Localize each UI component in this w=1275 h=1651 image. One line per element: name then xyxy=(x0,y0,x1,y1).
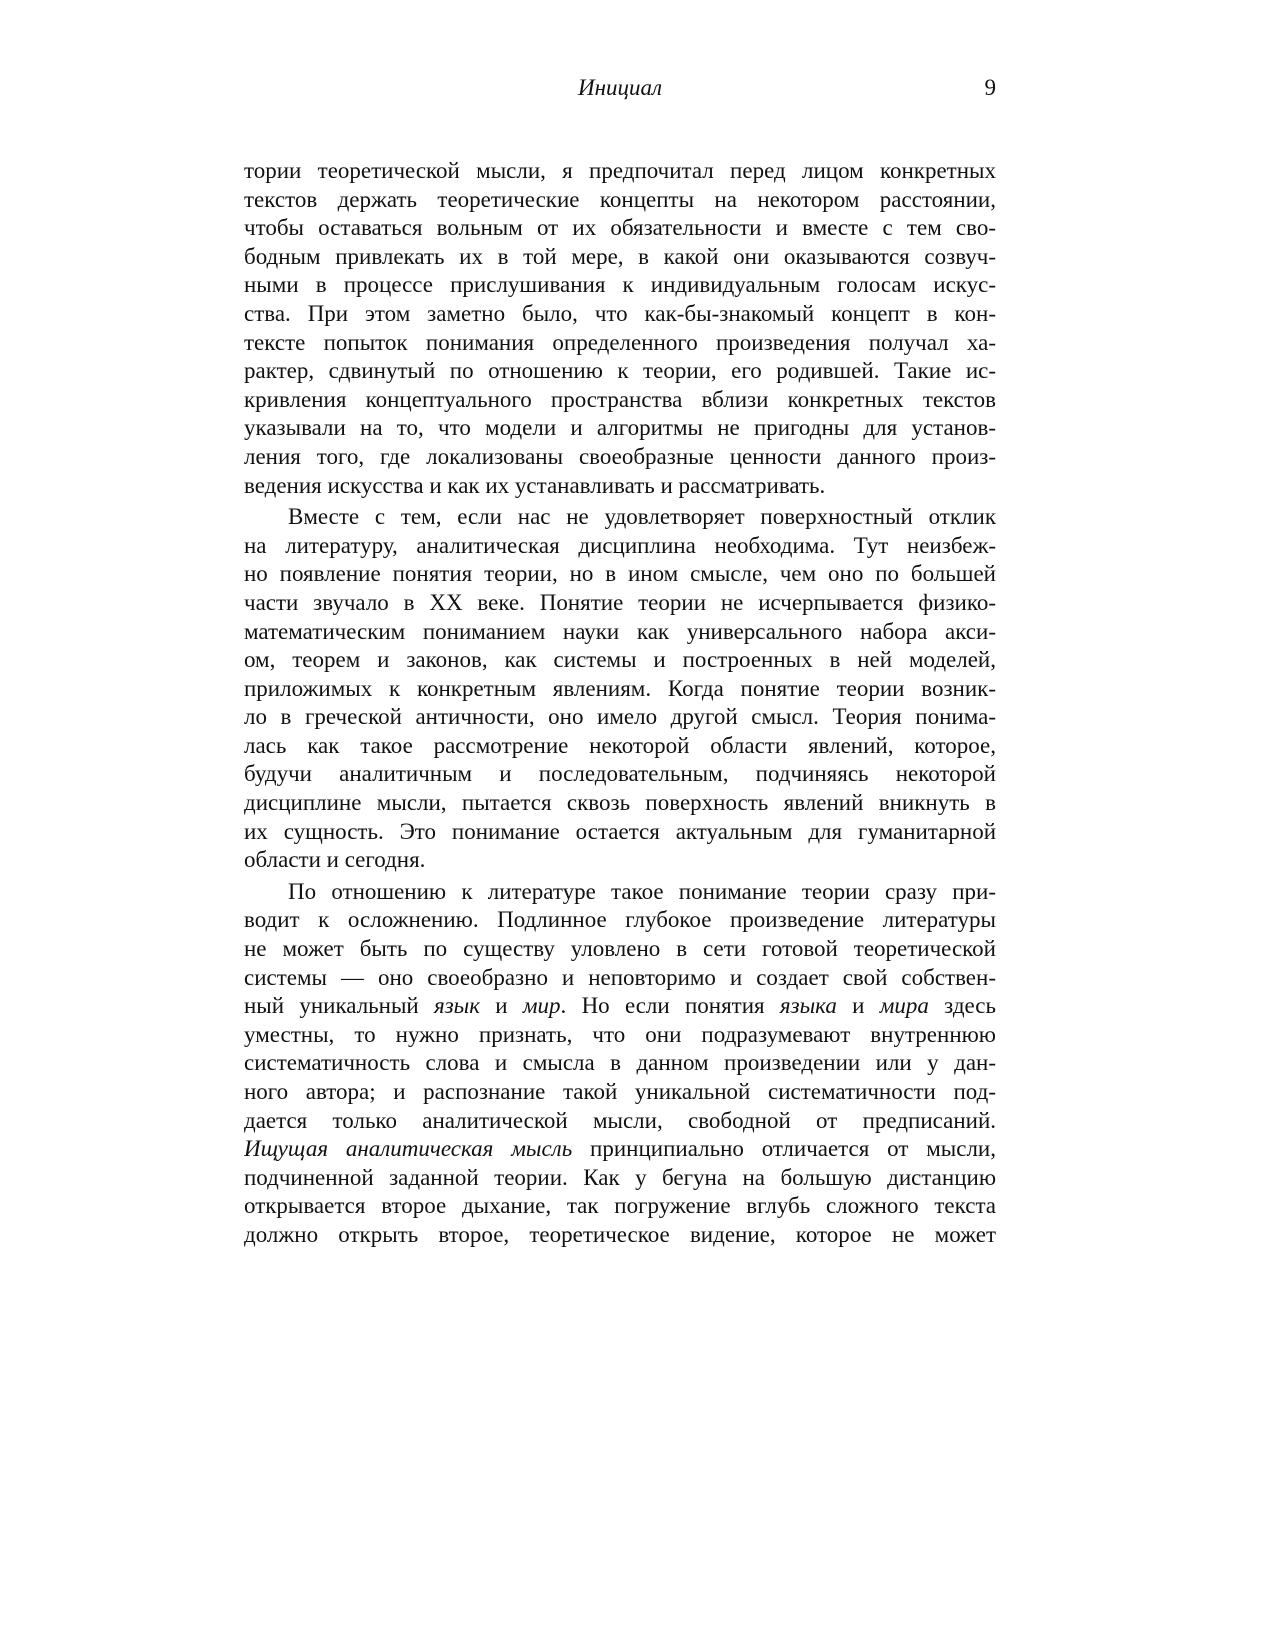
text-line: должно открыть второе, теоретическое видение, которое не может xyxy=(244,1221,996,1247)
text-line: дисциплине мысли, пытается сквозь поверхность явлений вникнуть в xyxy=(244,790,996,816)
text-line: будучи аналитичным и последовательным, подчиняясь некоторой xyxy=(244,761,996,787)
text-line: бодным привлекать их в той мере, в какой они оказываются созвуч- xyxy=(244,243,996,269)
text-line: подчиненной заданной теории. Как у бегуна на большую дистанцию xyxy=(244,1164,996,1190)
text-line: ства. При этом заметно было, что как-бы-знакомый концепт в кон- xyxy=(244,300,996,326)
emphasis-yazyka: языка xyxy=(779,993,837,1019)
text-line: ления того, где локализованы своеобразные ценности данного произ- xyxy=(244,443,996,469)
text-line: Вместе с тем, если нас не удовлетворяет поверхностный отклик xyxy=(288,504,996,530)
text-line: кривления концептуального пространства вблизи конкретных текстов xyxy=(244,386,996,412)
text-run: принципиально отличается от мысли, xyxy=(572,1136,996,1162)
text-run: ный уникальный xyxy=(244,993,434,1019)
text-line: на литературу, аналитическая дисциплина необходима. Тут неизбеж- xyxy=(244,532,996,558)
text-line: системы — оно своеобразно и неповторимо и создает свой собствен- xyxy=(244,964,996,990)
text-line: уместны, то нужно признать, что они подразумевают внутреннюю xyxy=(244,1021,996,1047)
text-line: чтобы оставаться вольным от их обязательности и вместе с тем сво- xyxy=(244,215,996,241)
text-line: тексте попыток понимания определенного произведения получал ха- xyxy=(244,329,996,355)
text-line: тории теоретической мысли, я предпочитал перед лицом конкретных xyxy=(244,158,996,183)
page-number: 9 xyxy=(984,75,996,100)
text-line xyxy=(244,992,996,1021)
text-line: не может быть по существу уловлено в сети готовой теоретической xyxy=(244,936,996,962)
text-line: области и сегодня. xyxy=(244,847,426,873)
text-line: ного автора; и распознание такой уникальной систематичности под- xyxy=(244,1079,996,1104)
text-line: рактер, сдвинутый по отношению к теории, его родившей. Такие ис- xyxy=(244,358,996,384)
text-line: текстов держать теоретические концепты на некотором расстоянии, xyxy=(244,186,996,212)
text-run: и xyxy=(836,993,880,1019)
running-title: Инициал xyxy=(577,75,663,100)
text-run: и xyxy=(480,993,523,1019)
emphasis-mira: мира xyxy=(879,993,929,1019)
text-line: их сущность. Это понимание остается актуальным для гуманитарной xyxy=(244,818,996,844)
text-line: По отношению к литературе такое понимание теории сразу при- xyxy=(288,878,996,904)
text-line: систематичность слова и смысла в данном произведении или у дан- xyxy=(244,1050,996,1076)
text-line: но появление понятия теории, но в ином смысле, чем оно по большей xyxy=(244,561,996,587)
emphasis-yazyk: язык xyxy=(434,993,480,1019)
text-line: части звучало в XX веке. Понятие теории не исчерпывается физико- xyxy=(244,589,996,615)
body-text xyxy=(244,157,996,1250)
text-line: указывали на то, что модели и алгоритмы не пригодны для установ- xyxy=(244,415,996,441)
text-line: математическим пониманием науки как универсального набора акси- xyxy=(244,618,996,644)
text-run: . Но если понятия xyxy=(560,993,780,1019)
text-line: ными в процессе прислушивания к индивидуальным голосам искус- xyxy=(244,272,996,298)
emphasis-searching-thought: Ищущая аналитическая мысль xyxy=(244,1136,573,1162)
text-line: ведения искусства и как их устанавливать и рассматривать. xyxy=(244,472,826,498)
paragraph-2 xyxy=(244,503,996,875)
text-line: лась как такое рассмотрение некоторой области явлений, которое, xyxy=(244,732,996,758)
emphasis-mir: мир xyxy=(522,993,561,1019)
text-line: открывается второе дыхание, так погружение вглубь сложного текста xyxy=(244,1193,996,1219)
text-line: водит к осложнению. Подлинное глубокое произведение литературы xyxy=(244,907,996,933)
text-run: здесь xyxy=(928,993,996,1019)
text-line: дается только аналитической мысли, свободной от предписаний. xyxy=(244,1107,996,1133)
text-line xyxy=(244,1135,996,1164)
text-line: ом, теорем и законов, как системы и построенных в ней моделей, xyxy=(244,647,996,673)
text-line: ло в греческой античности, оно имело другой смысл. Теория понима- xyxy=(244,704,996,730)
paragraph-1 xyxy=(244,157,996,500)
text-line: приложимых к конкретным явлениям. Когда понятие теории возник- xyxy=(244,675,996,701)
running-header xyxy=(244,70,996,106)
paragraph-3 xyxy=(244,878,996,1250)
